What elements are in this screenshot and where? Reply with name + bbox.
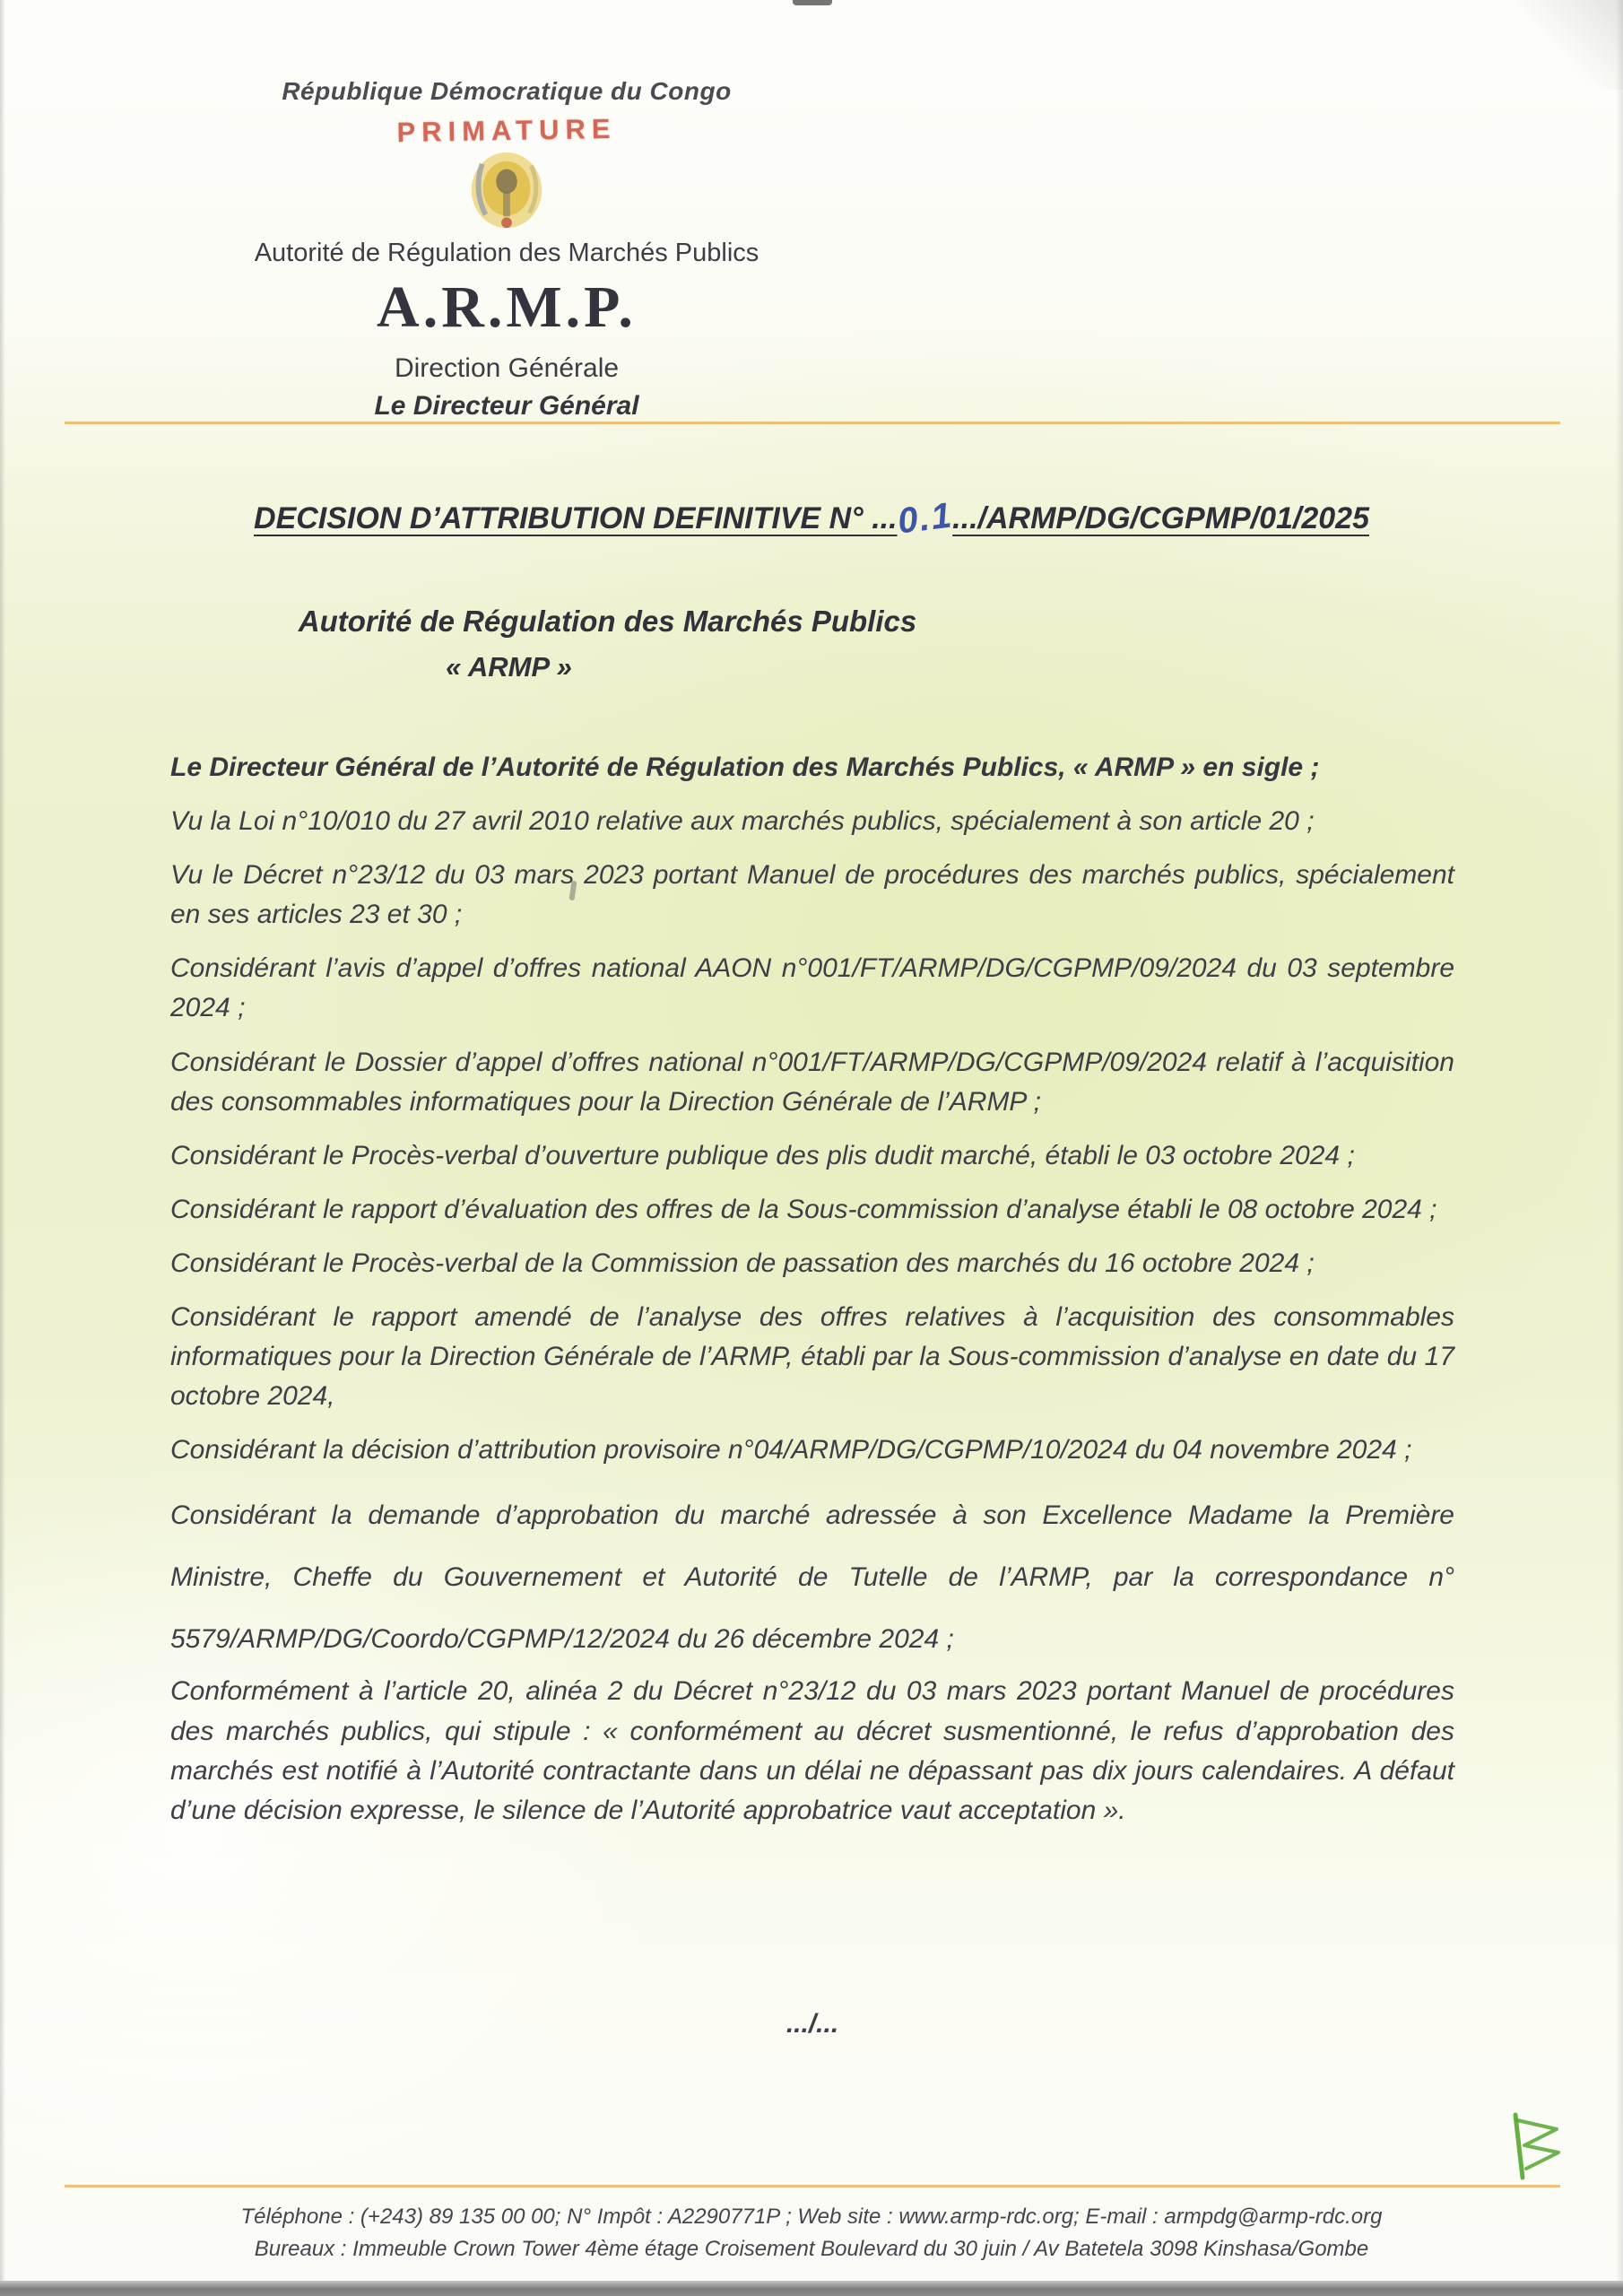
- body-paragraph: Considérant la décision d’attribution provisoire n°04/ARMP/DG/CGPMP/10/2024 du 04 novembre 2024 ;: [170, 1435, 1412, 1465]
- scan-right-edge-shadow: [1616, 0, 1623, 2296]
- letterhead-divider-line: [65, 422, 1560, 424]
- footer-contact-line: Téléphone : (+243) 89 135 00 00; N° Impôt : A2290771P ; Web site : www.armp-rdc.org; E-mail : armpdg@armp-rdc.org: [240, 2205, 1383, 2229]
- body-paragraph: Considérant la demande d’approbation du marché adressée à son Excellence Madame la Première Ministre, Cheffe du Gouvernement et Autorité de Tutelle de l’ARMP, par la correspondance n° 5579/ARMP/DG/Coordo/CGPMP/12/2024 du 26 décembre 2024 ;: [170, 1500, 1454, 1655]
- primature-stamp: PRIMATURE: [396, 112, 617, 149]
- armp-acronym: A.R.M.P.: [377, 274, 637, 340]
- country-name: République Démocratique du Congo: [282, 77, 732, 105]
- document-title: [126, 495, 1497, 542]
- body-paragraph: Considérant l’avis d’appel d’offres national AAON n°001/FT/ARMP/DG/CGPMP/09/2024 du 03 septembre 2024 ;: [170, 953, 1454, 1023]
- document-body: [170, 748, 1454, 1845]
- footer-divider-line: [65, 2185, 1560, 2187]
- direction-generale-label: Direction Générale: [394, 353, 620, 383]
- body-paragraph: Considérant le Procès-verbal de la Commission de passation des marchés du 16 octobre 2024 ;: [170, 1248, 1315, 1278]
- body-paragraph: Vu la Loi n°10/010 du 27 avril 2010 relative aux marchés publics, spécialement à son article 20 ;: [170, 806, 1315, 837]
- body-paragraph: Conformément à l’article 20, alinéa 2 du Décret n°23/12 du 03 mars 2023 portant Manuel de procédures des marchés publics, qui stipule : « conformément au décret susmentionné, le refus d’approbation des marchés est notifié à l’Autorité contractante dans un délai ne dépassant pas dix jours calendaires. A défaut d’une décision expresse, le silence de l’Autorité approbatrice vaut acceptation ».: [170, 1676, 1454, 1825]
- footer-address-line: Bureaux : Immeuble Crown Tower 4ème étage Croisement Boulevard du 30 juin / Av Batetela 3098 Kinshasa/Gombe: [254, 2237, 1369, 2261]
- body-paragraph: Considérant le rapport amendé de l’analyse des offres relatives à l’acquisition des consommables informatiques pour la Direction Générale de l’ARMP, établi par la Sous-commission d’analyse en date du 17 octobre 2024,: [170, 1302, 1454, 1412]
- title-text-pre: DECISION D’ATTRIBUTION DEFINITIVE N° ...: [254, 501, 898, 535]
- subtitle-authority: Autorité de Régulation des Marchés Publics: [298, 604, 917, 638]
- drc-coat-of-arms-icon: [463, 147, 551, 237]
- body-paragraph: Vu le Décret n°23/12 du 03 mars 2023 portant Manuel de procédures des marchés publics, spécialement en ses articles 23 et 30 ;: [170, 860, 1454, 930]
- subtitle-sigle: « ARMP »: [446, 651, 572, 683]
- scan-left-edge-shadow: [0, 0, 5, 2296]
- body-paragraph: Considérant le rapport d’évaluation des offres de la Sous-commission d’analyse établi le 08 octobre 2024 ;: [170, 1194, 1437, 1224]
- scan-bottom-edge: [0, 2281, 1623, 2296]
- handwritten-decision-number: 0.1: [895, 495, 955, 542]
- title-text-post: .../ARMP/DG/CGPMP/01/2025: [952, 501, 1369, 535]
- scan-top-notch: [793, 0, 832, 5]
- body-paragraph: Le Directeur Général de l’Autorité de Régulation des Marchés Publics, « ARMP » en sigle ;: [170, 752, 1320, 782]
- page-corner-curl: [1497, 0, 1623, 90]
- director-general-label: Le Directeur Général: [374, 391, 639, 421]
- body-paragraph: Considérant le Procès-verbal d’ouverture publique des plis dudit marché, établi le 03 octobre 2024 ;: [170, 1140, 1355, 1170]
- continuation-mark: .../...: [785, 2009, 839, 2039]
- body-paragraph: Considérant le Dossier d’appel d’offres national n°001/FT/ARMP/DG/CGPMP/09/2024 relatif à l’acquisition des consommables informatiques pour la Direction Générale de l’ARMP ;: [170, 1047, 1454, 1117]
- green-pen-mark-icon: [1503, 2109, 1567, 2187]
- authority-name: Autorité de Régulation des Marchés Publics: [254, 239, 759, 267]
